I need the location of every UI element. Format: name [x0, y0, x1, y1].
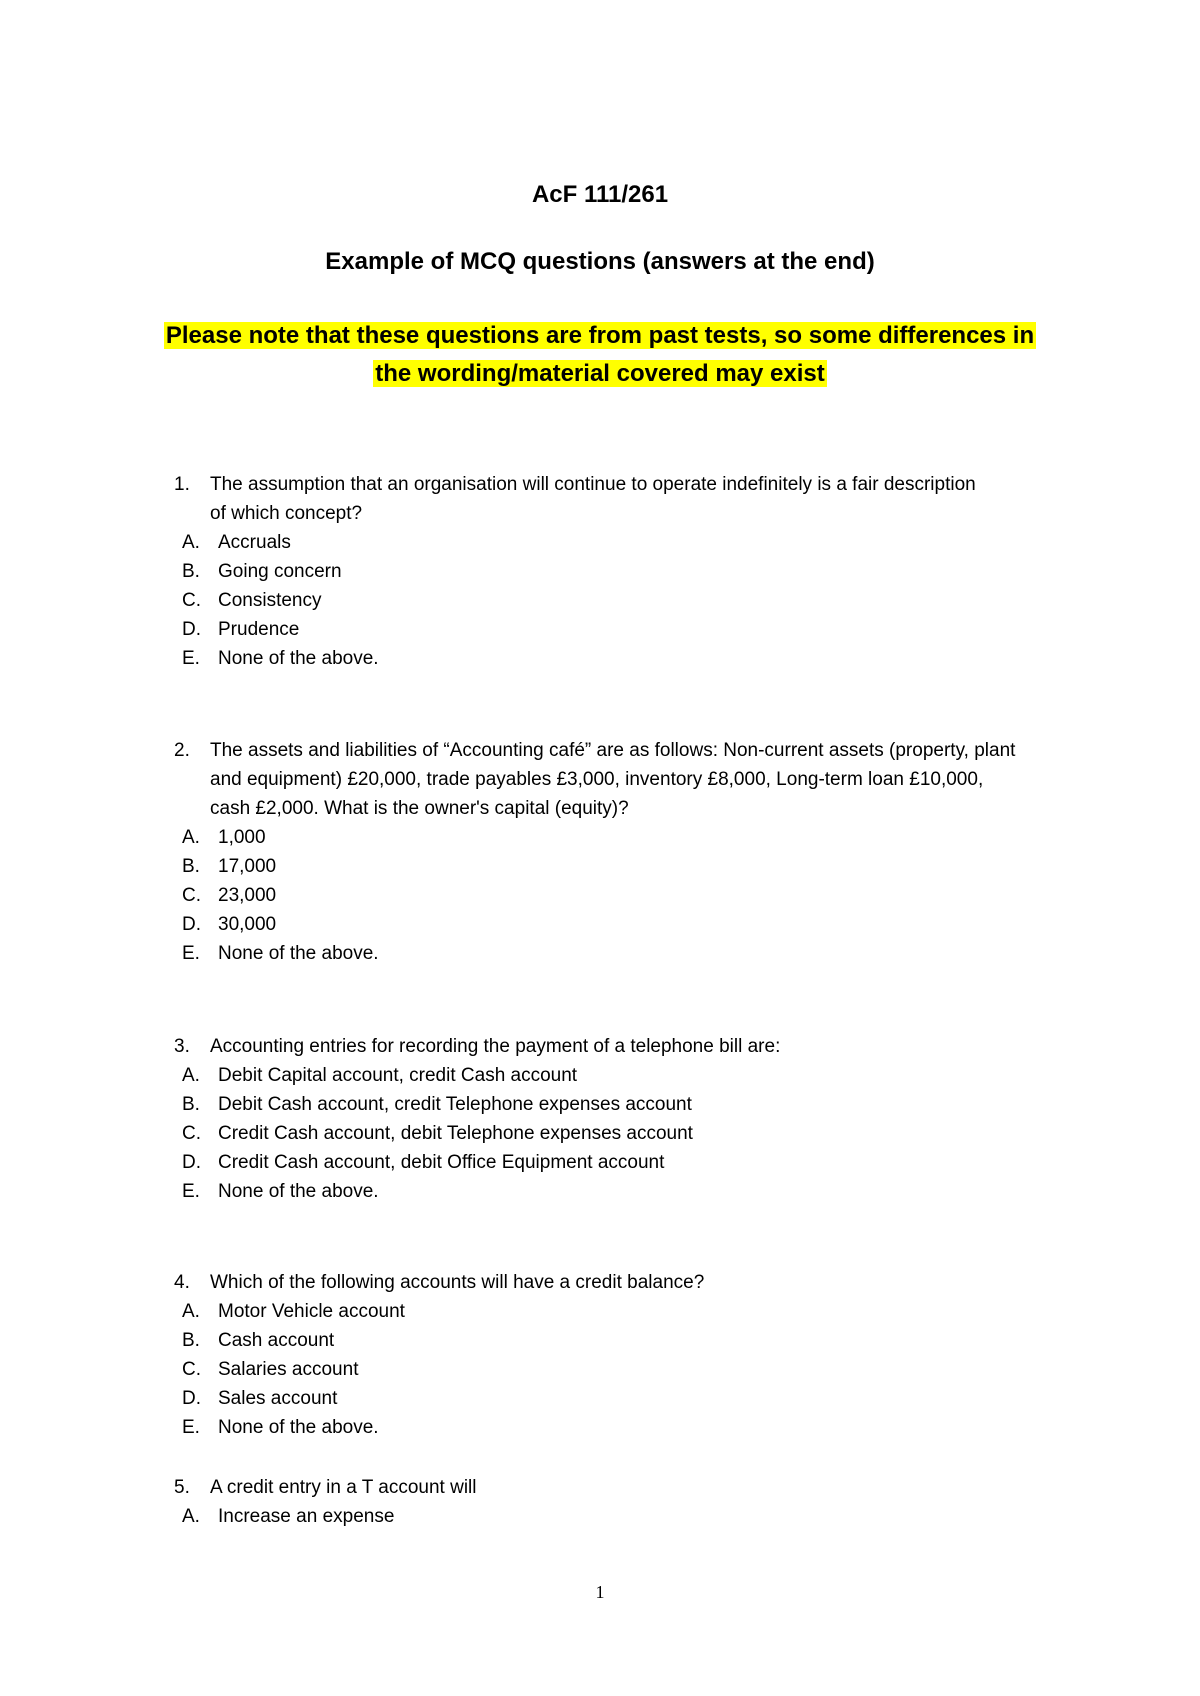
option-text: Debit Capital account, credit Cash account	[218, 1065, 578, 1086]
option-letter: D.	[182, 914, 201, 935]
option-text: Cash account	[218, 1330, 335, 1351]
option-text: 1,000	[218, 827, 266, 848]
option-text: 17,000	[218, 856, 277, 877]
answer-option	[182, 1297, 1074, 1326]
option-letter: C.	[182, 1123, 201, 1144]
question-text-line: of which concept?	[210, 503, 363, 524]
option-text: Debit Cash account, credit Telephone expenses account	[218, 1094, 692, 1115]
answer-option	[182, 910, 1074, 939]
option-letter: B.	[182, 1330, 200, 1351]
option-letter: E.	[182, 943, 200, 964]
answer-option	[182, 881, 1074, 910]
answer-option	[182, 528, 1074, 557]
question-3	[174, 1032, 1074, 1206]
answer-option	[182, 1090, 1074, 1119]
option-letter: C.	[182, 885, 201, 906]
question-number: 2.	[174, 740, 190, 761]
option-letter: B.	[182, 1094, 200, 1115]
question-number: 3.	[174, 1036, 190, 1057]
question-text-line: cash £2,000. What is the owner's capital (equity)?	[210, 798, 629, 819]
notice-line-1: Please note that these questions are from past tests, so some differences in	[165, 322, 1035, 349]
question-number: 5.	[174, 1477, 190, 1498]
option-letter: D.	[182, 1152, 201, 1173]
answer-option	[182, 1384, 1074, 1413]
option-text: Motor Vehicle account	[218, 1301, 405, 1322]
answer-option	[182, 1355, 1074, 1384]
answer-option	[182, 852, 1074, 881]
question-text-line: Which of the following accounts will have a credit balance?	[210, 1272, 705, 1293]
option-letter: A.	[182, 1301, 200, 1322]
option-text: Accruals	[218, 532, 291, 553]
option-text: None of the above.	[218, 648, 379, 669]
option-text: 23,000	[218, 885, 277, 906]
option-letter: E.	[182, 1417, 200, 1438]
answer-option	[182, 1502, 1074, 1531]
option-letter: E.	[182, 648, 200, 669]
question-text-line: The assumption that an organisation will continue to operate indefinitely is a fair description	[210, 474, 976, 495]
option-text: Going concern	[218, 561, 342, 582]
option-text: None of the above.	[218, 1181, 379, 1202]
answer-option	[182, 1326, 1074, 1355]
answer-option	[182, 1119, 1074, 1148]
option-letter: E.	[182, 1181, 200, 1202]
answer-option	[182, 1061, 1074, 1090]
option-letter: A.	[182, 827, 200, 848]
option-text: None of the above.	[218, 1417, 379, 1438]
answer-option	[182, 823, 1074, 852]
option-letter: A.	[182, 532, 200, 553]
option-text: Credit Cash account, debit Telephone expenses account	[218, 1123, 693, 1144]
question-text-line: Accounting entries for recording the payment of a telephone bill are:	[210, 1036, 781, 1057]
option-text: Prudence	[218, 619, 300, 640]
question-4	[174, 1268, 1074, 1442]
answer-option	[182, 615, 1074, 644]
option-text: Salaries account	[218, 1359, 359, 1380]
option-letter: D.	[182, 1388, 201, 1409]
option-letter: C.	[182, 590, 201, 611]
course-code-title: AcF 111/261	[531, 181, 669, 208]
question-5	[174, 1473, 1074, 1531]
answer-option	[182, 1177, 1074, 1206]
notice-line-2: the wording/material covered may exist	[375, 360, 825, 387]
option-letter: A.	[182, 1065, 200, 1086]
question-number: 1.	[174, 474, 190, 495]
option-letter: A.	[182, 1506, 200, 1527]
answer-option	[182, 644, 1074, 673]
option-letter: B.	[182, 856, 200, 877]
question-number: 4.	[174, 1272, 190, 1293]
answer-option	[182, 557, 1074, 586]
option-text: Sales account	[218, 1388, 338, 1409]
option-text: Increase an expense	[218, 1506, 395, 1527]
option-letter: C.	[182, 1359, 201, 1380]
answer-option	[182, 939, 1074, 968]
question-2	[174, 736, 1074, 968]
option-text: Credit Cash account, debit Office Equipment account	[218, 1152, 665, 1173]
answer-option	[182, 1413, 1074, 1442]
question-text-line: The assets and liabilities of “Accounting café” are as follows: Non-current assets (property, plant	[210, 740, 1016, 761]
option-text: Consistency	[218, 590, 322, 611]
answer-option	[182, 1148, 1074, 1177]
option-letter: B.	[182, 561, 200, 582]
option-letter: D.	[182, 619, 201, 640]
page-number: 1	[595, 1582, 605, 1602]
document-subtitle: Example of MCQ questions (answers at the end)	[325, 248, 875, 275]
option-text: 30,000	[218, 914, 277, 935]
option-text: None of the above.	[218, 943, 379, 964]
question-text-line: and equipment) £20,000, trade payables £3,000, inventory £8,000, Long-term loan £10,000,	[210, 769, 984, 790]
answer-option	[182, 586, 1074, 615]
question-1	[174, 470, 1074, 673]
question-text-line: A credit entry in a T account will	[210, 1477, 477, 1498]
highlighted-notice	[0, 317, 1200, 393]
